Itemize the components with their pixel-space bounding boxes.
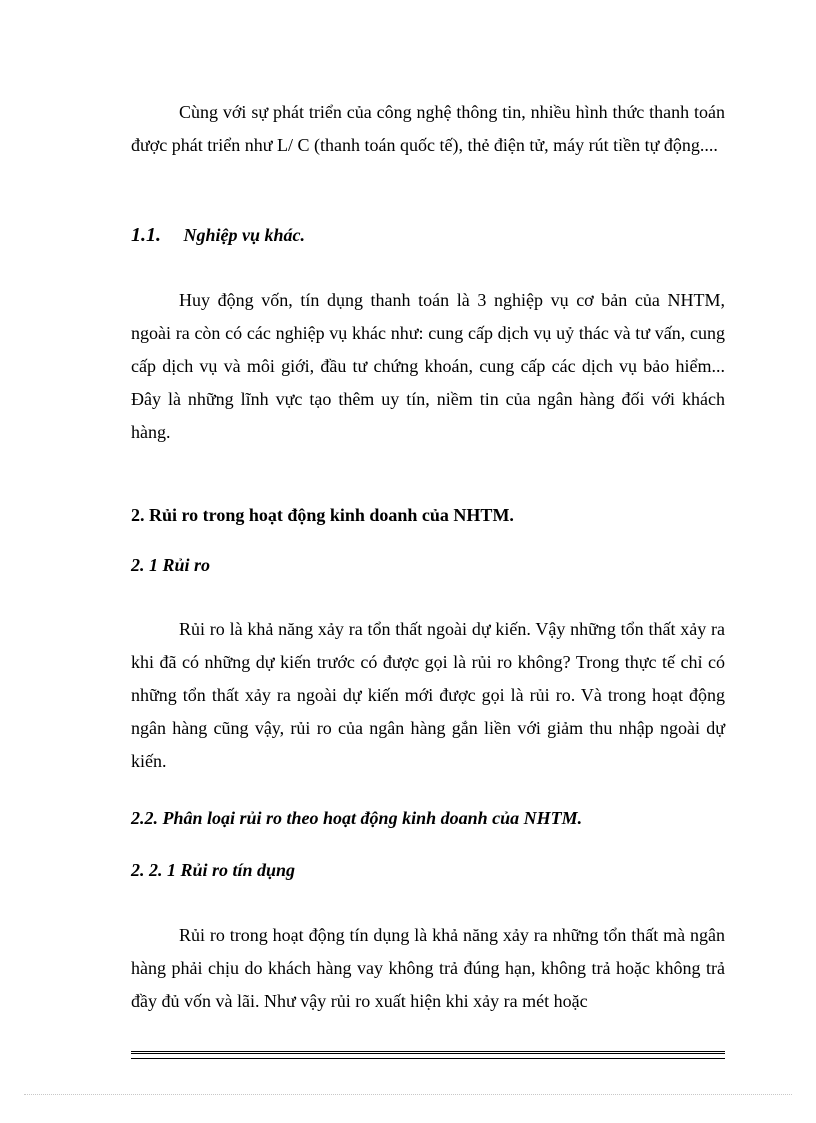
paragraph-credit-risk: Rủi ro trong hoạt động tín dụng là khả năng xảy ra những tổn thất mà ngân hàng phải chịu do khách hàng vay không trả đúng hạn, không trả hoặc không trả đầy đủ vốn và lãi. Như vậy rủi ro xuất hiện khi xảy ra mét hoặc (131, 925, 725, 1011)
heading-other-operations (131, 223, 305, 247)
heading-title: Nghiệp vụ khác. (183, 225, 305, 245)
heading-risk: 2. 1 Rủi ro (131, 555, 211, 575)
paragraph-payment-forms: Cùng với sự phát triển của công nghệ thông tin, nhiều hình thức thanh toán được phát triển như L/ C (thanh toán quốc tế), thẻ điện tử, máy rút tiền tự động.... (131, 102, 725, 155)
paragraph-risk-definition: Rủi ro là khả năng xảy ra tổn thất ngoài dự kiến. Vậy những tổn thất xảy ra khi đã có những dự kiến trước có được gọi là rủi ro không? Trong thực tế chỉ có những tổn thất xảy ra ngoài dự kiến mới được gọi là rủi ro. Và trong hoạt động ngân hàng cũng vậy, rủi ro của ngân hàng gắn liền với giảm thu nhập ngoài dự kiến. (131, 619, 725, 771)
page-bottom-dotted-border (24, 1094, 792, 1095)
footer-thin-rule (131, 1058, 725, 1059)
paragraph-other-operations: Huy động vốn, tín dụng thanh toán là 3 nghiệp vụ cơ bản của NHTM, ngoài ra còn có các nghiệp vụ khác như: cung cấp dịch vụ uỷ thác và tư vấn, cung cấp dịch vụ và môi giới, đầu tư chứng khoán, cung cấp các dịch vụ bảo hiểm... Đây là những lĩnh vực tạo thêm uy tín, niềm tin của ngân hàng đối với khách hàng. (131, 290, 725, 442)
heading-risk-in-business: 2. Rủi ro trong hoạt động kinh doanh của NHTM. (131, 505, 514, 525)
heading-number: 1.1. (131, 224, 161, 246)
footer-double-rule (131, 1051, 725, 1054)
heading-risk-classification: 2.2. Phân loại rủi ro theo hoạt động kinh doanh của NHTM. (131, 808, 583, 828)
heading-credit-risk: 2. 2. 1 Rủi ro tín dụng (131, 860, 296, 880)
